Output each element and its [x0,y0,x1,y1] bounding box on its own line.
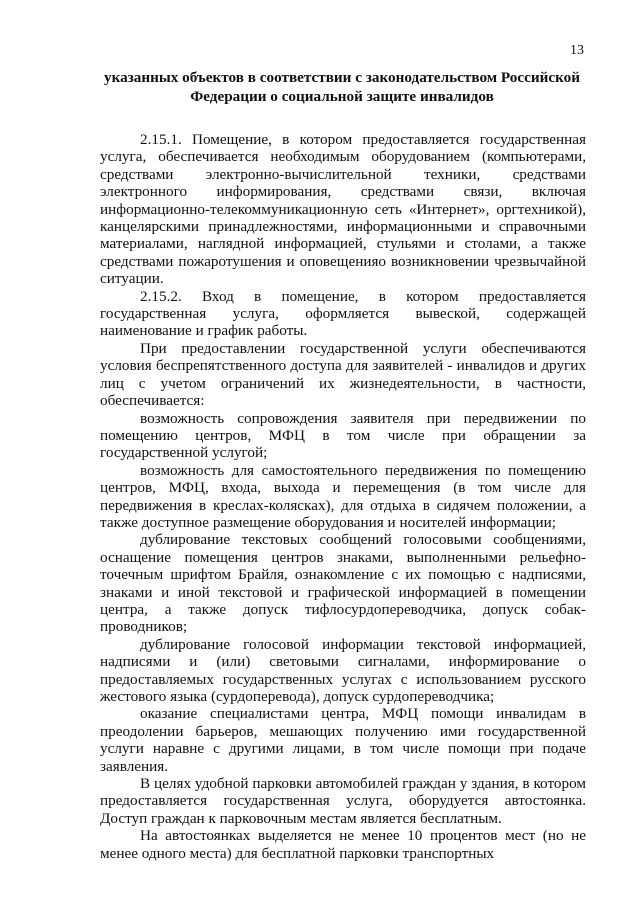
paragraph-escort: возможность сопровождения заявителя при передвижении по помещению центров, МФЦ в том числе при обращении за государственной услугой; [100,409,586,462]
paragraph-access-conditions: При предоставлении государственной услуги обеспечиваются условия беспрепятственного доступа для заявителей - инвалидов и других лиц с учетом ограничений их жизнедеятельности, в частности, обеспечивается: [100,339,586,410]
paragraph-parking: В целях удобной парковки автомобилей граждан у здания, в котором предоставляется государственная услуга, оборудуется автостоянка. Доступ граждан к парковочным местам является бесплатным. [100,775,586,827]
paragraph-sign-language: дублирование голосовой информации текстовой информацией, надписями и (или) световыми сигналами, информирование о предоставляемых государственных услугах с использованием русского жестового языка (сурдоперевода), допуск сурдопереводчика; [100,635,586,705]
paragraph-staff-assistance: оказание специалистами центра, МФЦ помощи инвалидам в преодолении барьеров, мешающих получению ими государственной услуги наравне с другими лицами, в том числе помощи при подаче заявления. [100,705,586,775]
paragraph-2-15-1: 2.15.1. Помещение, в котором предоставляется государственная услуга, обеспечивается необходимым оборудованием (компьютерами, средствами электронно-вычислительной техники, средствами электронного информирования, средствами связи, включая информационно-телекоммуникационную сеть «Интернет», оргтехникой), канцелярскими принадлежностями, информационными и справочными материалами, наглядной информацией, стульями и столами, а также средствами пожаротушения и оповещенияо возникновении чрезвычайной ситуации. [100,131,586,288]
page-number: 13 [570,43,584,58]
paragraph-parking-spaces: На автостоянках выделяется не менее 10 процентов мест (но не менее одного места) для бесплатной парковки транспортных [100,827,586,862]
section-heading: указанных объектов в соответствии с законодательством Российской Федерации о социальной защите инвалидов [103,69,581,105]
paragraph-independent-movement: возможность для самостоятельного передвижения по помещению центров, МФЦ, входа, выхода и перемещения (в том числе для передвижения в креслах-колясках), для отдыха в сидячем положении, а также доступное размещение оборудования и носителей информации; [100,461,586,531]
paragraph-2-15-2: 2.15.2. Вход в помещение, в котором предоставляется государственная услуга, оформляется вывеской, содержащей наименование и график работы. [100,287,586,340]
paragraph-braille: дублирование текстовых сообщений голосовыми сообщениями, оснащение помещения центров знаками, выполненными рельефно-точечным шрифтом Брайля, ознакомление с их помощью с надписями, знаками и иной текстовой и графической информацией в помещении центра, а также допуск тифлосурдопереводчика, допуск собак-проводников; [100,531,586,636]
body-text [100,131,586,862]
